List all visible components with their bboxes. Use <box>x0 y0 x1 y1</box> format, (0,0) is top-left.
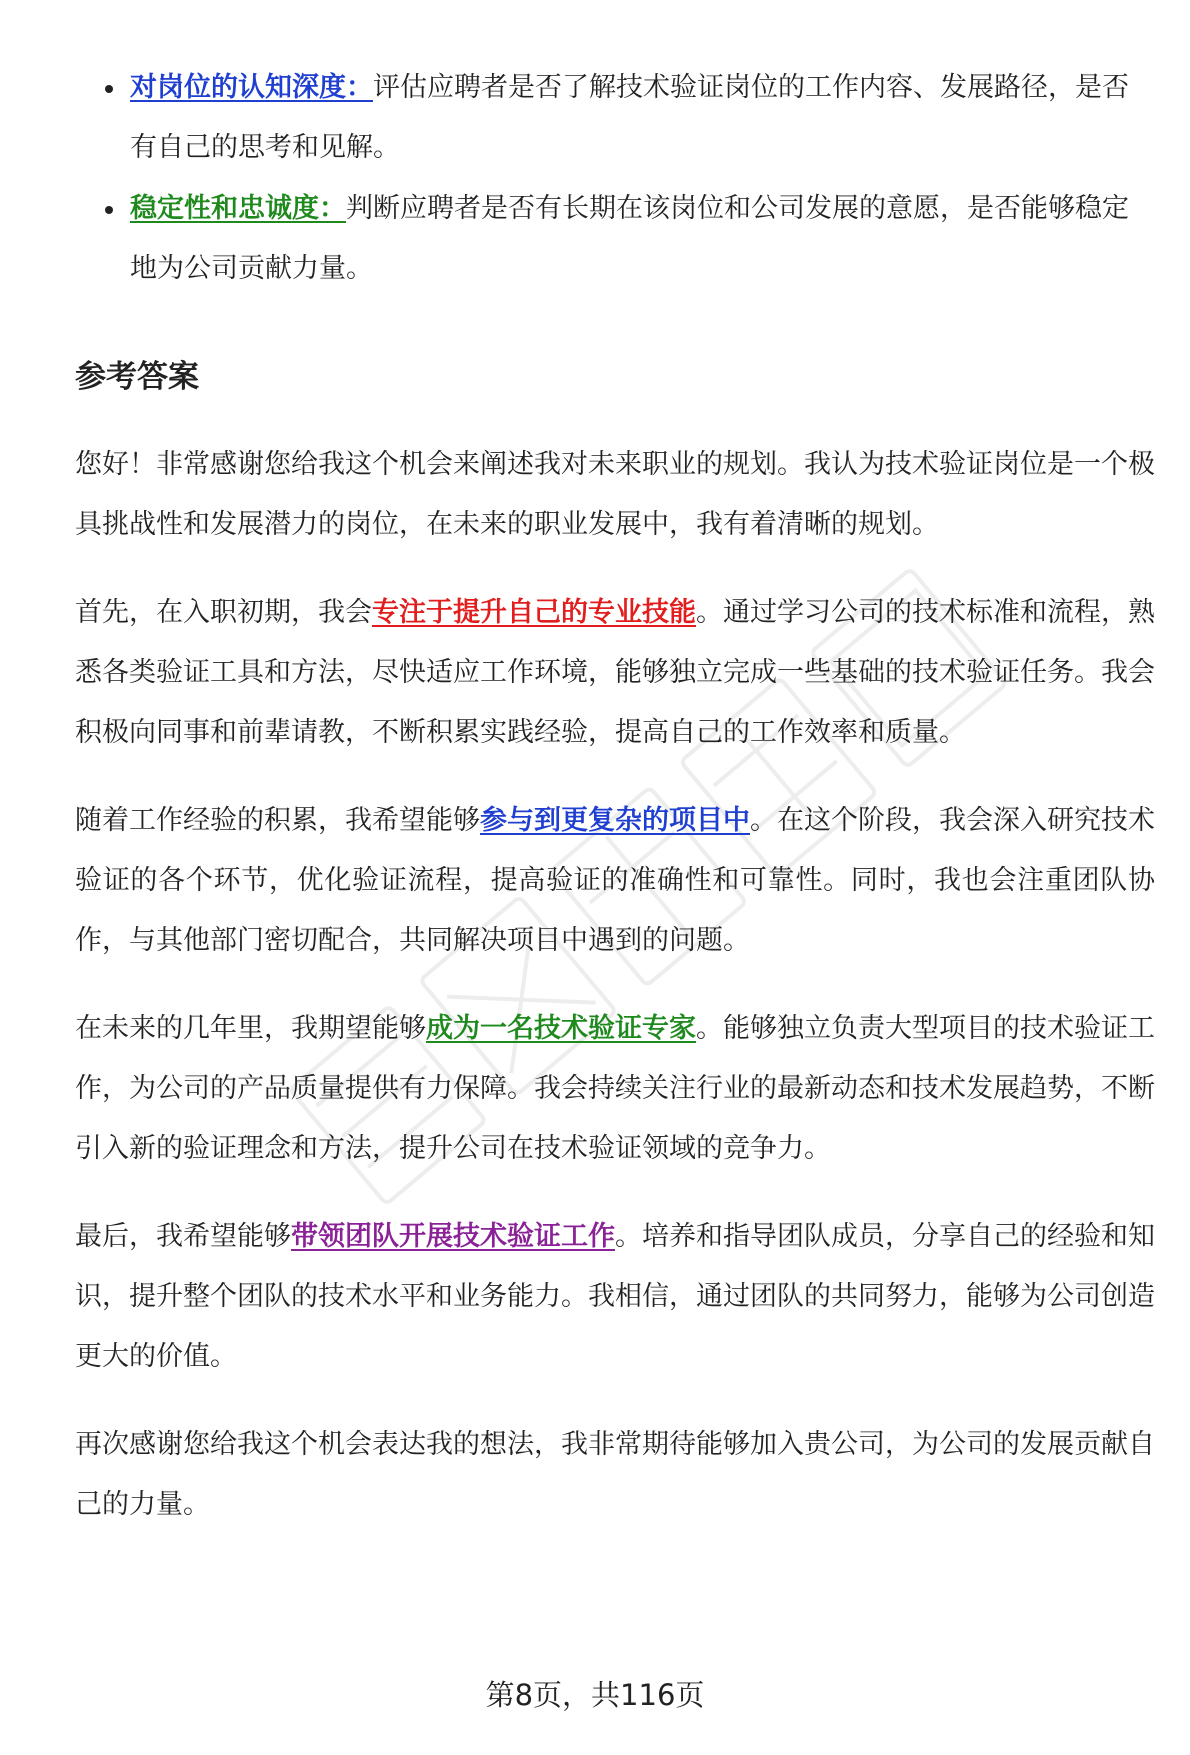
answer-paragraph-intro <box>75 435 1155 555</box>
criteria-label: 对岗位的认知深度： <box>130 72 373 103</box>
criteria-item-stability-loyalty <box>75 179 1155 299</box>
paragraph-text: 首先，在入职初期，我会 <box>75 597 372 628</box>
answer-paragraph-complex-projects <box>75 791 1155 971</box>
paragraph-text: 最后，我希望能够 <box>75 1221 291 1252</box>
paragraph-text: 在未来的几年里，我期望能够 <box>75 1013 426 1044</box>
paragraph-text: 。在这个阶段，我会深入研究技术验证的各个环节，优化验证流程，提高验证的准确性和可靠性。同时，我也会注重团队协作，与其他部门密切配合，共同解决项目中遇到的问题。 <box>75 805 1155 956</box>
page-number-footer: 第8页，共116页 <box>485 1678 705 1712</box>
answer-paragraph-closing <box>75 1415 1155 1535</box>
criteria-list <box>75 58 1155 299</box>
paragraph-highlight: 成为一名技术验证专家 <box>426 1013 696 1044</box>
criteria-label: 稳定性和忠诚度： <box>130 193 346 224</box>
section-title: 参考答案 <box>75 359 199 395</box>
bullet-icon <box>105 85 113 93</box>
paragraph-text: 再次感谢您给我这个机会表达我的想法，我非常期待能够加入贵公司，为公司的发展贡献自己的力量。 <box>75 1429 1155 1520</box>
paragraph-highlight: 带领团队开展技术验证工作 <box>291 1221 615 1252</box>
criteria-text: 判断应聘者是否有长期在该岗位和公司发展的意愿，是否能够稳定地为公司贡献力量。 <box>130 193 1129 284</box>
paragraph-text: 您好！非常感谢您给我这个机会来阐述我对未来职业的规划。我认为技术验证岗位是一个极具挑战性和发展潜力的岗位，在未来的职业发展中，我有着清晰的规划。 <box>75 449 1155 540</box>
document-content <box>75 58 1155 1563</box>
paragraph-text: 随着工作经验的积累，我希望能够 <box>75 805 480 836</box>
paragraph-text: 。培养和指导团队成员，分享自己的经验和知识，提升整个团队的技术水平和业务能力。我相信，通过团队的共同努力，能够为公司创造更大的价值。 <box>75 1221 1155 1372</box>
criteria-text: 评估应聘者是否了解技术验证岗位的工作内容、发展路径，是否有自己的思考和见解。 <box>130 72 1129 163</box>
paragraph-highlight: 参与到更复杂的项目中 <box>480 805 750 836</box>
answer-paragraph-early-stage <box>75 583 1155 763</box>
paragraph-text: 。通过学习公司的技术标准和流程，熟悉各类验证工具和方法，尽快适应工作环境，能够独立完成一些基础的技术验证任务。我会积极向同事和前辈请教，不断积累实践经验，提高自己的工作效率和质量。 <box>75 597 1155 748</box>
paragraph-text: 。能够独立负责大型项目的技术验证工作，为公司的产品质量提供有力保障。我会持续关注行业的最新动态和技术发展趋势，不断引入新的验证理念和方法，提升公司在技术验证领域的竞争力。 <box>75 1013 1155 1164</box>
criteria-item-role-understanding <box>75 58 1155 178</box>
answer-paragraph-expert <box>75 999 1155 1179</box>
bullet-icon <box>105 206 113 214</box>
answer-paragraph-team-lead <box>75 1207 1155 1387</box>
paragraph-highlight: 专注于提升自己的专业技能 <box>372 597 696 628</box>
